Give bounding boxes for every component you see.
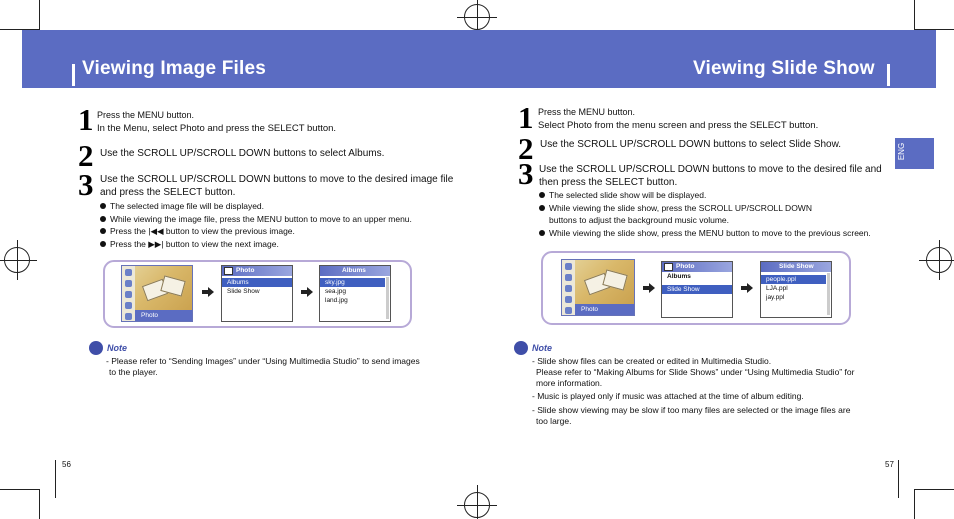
file-item[interactable]: sea.jpg bbox=[325, 288, 346, 295]
arrow-icon bbox=[741, 283, 753, 293]
title-bar-right bbox=[887, 64, 890, 86]
note-line: - Slide show viewing may be slow if too many files are selected or the image files are bbox=[532, 405, 851, 416]
bullet-item: While viewing the slide show, press the SCROLL UP/SCROLL DOWN bbox=[539, 202, 871, 215]
photo-screen-label: Photo bbox=[135, 310, 192, 321]
albums-list-screen bbox=[319, 265, 391, 322]
step-text bbox=[538, 106, 818, 132]
step-line: and press the SELECT button. bbox=[100, 186, 236, 198]
title-bar-left bbox=[72, 64, 75, 86]
photo-menu-icon bbox=[224, 267, 233, 275]
photo-screen-label: Photo bbox=[575, 304, 634, 315]
step-number: 1 bbox=[518, 100, 534, 135]
step-number: 1 bbox=[78, 102, 94, 137]
note-line: too large. bbox=[536, 415, 572, 426]
photo-menu-screen bbox=[661, 261, 733, 318]
file-item[interactable]: sky.jpg bbox=[320, 278, 385, 287]
note-icon bbox=[514, 341, 528, 355]
file-item[interactable]: people.ppl bbox=[761, 275, 826, 284]
photo-screen bbox=[561, 259, 635, 316]
note-line: - Please refer to “Sending Images” under “Using Multimedia Studio” to send images bbox=[106, 356, 420, 366]
photo-screen bbox=[121, 265, 193, 322]
photo-menu-title: Photo bbox=[676, 263, 695, 270]
slideshow-list-screen bbox=[760, 261, 832, 318]
note-label: Note bbox=[107, 343, 127, 353]
crop-mark bbox=[39, 0, 40, 30]
file-item[interactable]: jay.ppl bbox=[766, 294, 785, 301]
menu-item-slide-show[interactable]: Slide Show bbox=[227, 288, 260, 295]
note-line: to the player. bbox=[109, 367, 158, 377]
step-number: 2 bbox=[78, 138, 94, 173]
step-line: Use the SCROLL UP/SCROLL DOWN buttons to move to the desired image file bbox=[100, 174, 454, 185]
arrow-icon bbox=[202, 287, 214, 297]
crop-mark bbox=[39, 489, 40, 519]
menu-item-albums[interactable]: Albums bbox=[667, 273, 691, 280]
step-line: Use the SCROLL UP/SCROLL DOWN buttons to move to the desired file and bbox=[539, 164, 882, 175]
crop-mark bbox=[914, 0, 915, 30]
step-line: Select Photo from the menu screen and press the SELECT button. bbox=[538, 119, 819, 131]
photo-menu-icon bbox=[664, 263, 673, 271]
note-icon bbox=[89, 341, 103, 355]
note-text bbox=[106, 356, 420, 378]
crop-mark bbox=[0, 489, 40, 490]
step-line: Press the MENU button. bbox=[97, 110, 195, 120]
crop-mark bbox=[55, 460, 56, 498]
step-number: 3 bbox=[78, 167, 94, 202]
registration-mark bbox=[464, 4, 490, 30]
note-text bbox=[532, 356, 854, 427]
registration-mark bbox=[464, 492, 490, 518]
step-line: In the Menu, select Photo and press the SELECT button. bbox=[97, 122, 337, 134]
step-line: Press the MENU button. bbox=[538, 107, 636, 117]
photo-menu-title: Photo bbox=[236, 267, 255, 274]
left-page-title: Viewing Image Files bbox=[82, 58, 267, 79]
bullet-item: While viewing the slide show, press the MENU button to move to the previous screen. bbox=[539, 227, 871, 240]
note-line: - Music is played only if music was attached at the time of album editing. bbox=[532, 391, 804, 402]
bullet-item: Press the ▶▶| button to view the next image. bbox=[100, 238, 412, 251]
step-text bbox=[100, 174, 453, 199]
note-line: - Slide show files can be created or edited in Multimedia Studio. bbox=[532, 356, 772, 366]
language-tab-label: ENG bbox=[897, 142, 907, 161]
bullet-item: Press the |◀◀ button to view the previous image. bbox=[100, 225, 412, 238]
step-number: 2 bbox=[518, 131, 534, 166]
bullet-list bbox=[100, 200, 412, 250]
note-label: Note bbox=[532, 343, 552, 353]
menu-item-albums[interactable]: Albums bbox=[222, 278, 292, 287]
crop-mark bbox=[898, 460, 899, 498]
note-line: Please refer to “Making Albums for Slide Shows” under “Using Multimedia Studio” for bbox=[536, 366, 855, 377]
note-line: more information. bbox=[536, 377, 603, 388]
bullet-item: buttons to adjust the background music volume. bbox=[549, 215, 730, 225]
photo-menu-screen bbox=[221, 265, 293, 322]
file-item[interactable]: land.jpg bbox=[325, 297, 348, 304]
step-text: Use the SCROLL UP/SCROLL DOWN buttons to select Albums. bbox=[100, 148, 385, 159]
slideshow-list-title: Slide Show bbox=[761, 262, 831, 272]
bullet-item: The selected slide show will be displayed. bbox=[539, 189, 871, 202]
step-text: Use the SCROLL UP/SCROLL DOWN buttons to select Slide Show. bbox=[540, 139, 842, 150]
menu-item-slide-show[interactable]: Slide Show bbox=[662, 285, 732, 294]
crop-mark bbox=[914, 489, 915, 519]
step-text bbox=[97, 109, 336, 135]
bullet-item: The selected image file will be displayed. bbox=[100, 200, 412, 213]
albums-list-title: Albums bbox=[320, 266, 390, 276]
registration-mark bbox=[926, 247, 952, 273]
arrow-icon bbox=[643, 283, 655, 293]
right-page-title: Viewing Slide Show bbox=[693, 58, 875, 79]
language-tab bbox=[895, 138, 934, 169]
step-number: 3 bbox=[518, 156, 534, 191]
arrow-icon bbox=[301, 287, 313, 297]
bullet-item: While viewing the image file, press the MENU button to move to an upper menu. bbox=[100, 213, 412, 226]
file-item[interactable]: LJA.ppl bbox=[766, 285, 788, 292]
scrollbar[interactable] bbox=[386, 277, 389, 319]
crop-mark bbox=[914, 489, 954, 490]
bullet-list bbox=[539, 189, 871, 239]
step-line: then press the SELECT button. bbox=[539, 176, 678, 188]
scrollbar[interactable] bbox=[827, 273, 830, 315]
page-number-right: 57 bbox=[885, 460, 894, 469]
registration-mark bbox=[4, 247, 30, 273]
step-text bbox=[539, 164, 882, 189]
page-number-left: 56 bbox=[62, 460, 71, 469]
